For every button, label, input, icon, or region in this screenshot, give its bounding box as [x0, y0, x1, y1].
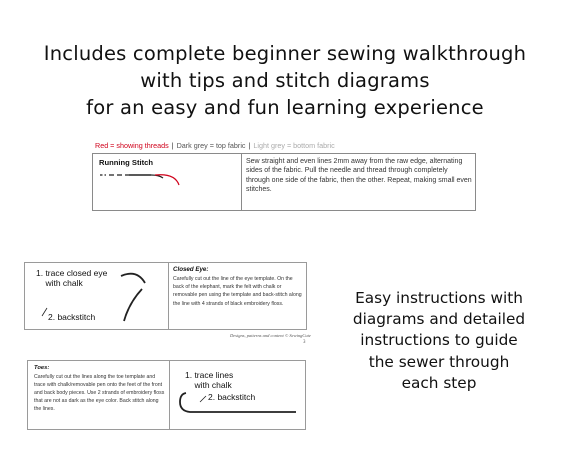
trace-lines-label: 1. trace lines with chalk	[185, 370, 234, 390]
side-line-4: the sewer through	[368, 352, 510, 371]
copyright-footer: Designs, patterns and content © SewingCute	[230, 333, 311, 338]
side-line-1: Easy instructions with	[355, 289, 523, 307]
toes-title: Toes:	[34, 365, 50, 371]
running-stitch-description: Sew straight and even lines 2mm away from the raw edge, alternating sides of the fabric. Pull the needle and thread through completely through one side of the fabric, then the other. Repeat, making small even stitches.	[246, 158, 472, 194]
backstitch-label: 2. backstitch	[208, 392, 256, 402]
closed-eye-diagram	[25, 263, 168, 331]
running-stitch-diagram	[93, 154, 241, 212]
running-stitch-table	[92, 153, 476, 211]
eye-curve-top	[121, 274, 145, 283]
closed-eye-description: Carefully cut out the line of the eye template. On the back of the elephant, mark the felt with chalk or removable pen using the template and back-stitch along the line with 4 strands of black embroidery floss.	[173, 276, 302, 307]
running-stitch-title: Running Stitch	[99, 158, 153, 167]
side-line-3: instructions to guide	[360, 331, 518, 350]
side-line-5: each step	[401, 373, 477, 392]
headline-line-2: with tips and stitch diagrams	[140, 69, 430, 92]
table-divider	[241, 154, 242, 210]
legend-separator: |	[248, 141, 251, 150]
backstitch-label: 2. backstitch	[48, 312, 96, 322]
legend-separator: |	[171, 141, 174, 150]
legend-light-grey: Light grey = bottom fabric	[253, 141, 335, 150]
legend-dark-grey: Dark grey = top fabric	[176, 141, 246, 150]
page-number: 3	[303, 339, 306, 344]
toes-card	[27, 360, 306, 430]
toes-diagram	[28, 361, 307, 431]
eye-curve-bottom	[124, 289, 142, 321]
headline-line-3: for an easy and fun learning experience	[86, 96, 484, 119]
side-text	[308, 288, 570, 394]
closed-eye-title: Closed Eye:	[173, 266, 209, 273]
pointer-line	[200, 396, 206, 402]
pointer-line	[42, 308, 47, 316]
color-legend	[95, 141, 335, 150]
closed-eye-card	[24, 262, 307, 330]
headline-line-1: Includes complete beginner sewing walkthrough	[43, 42, 527, 65]
needle-tip	[151, 175, 163, 178]
toe-line	[180, 393, 296, 412]
side-line-2: diagrams and detailed	[352, 310, 526, 329]
toes-description: Carefully cut out the lines along the toe template and trace with chalk/removable pen onto the feet of the front and back body pieces. Use 2 strands of embroidery floss that are not as dark as the eye color. Back stitch along the lines.	[34, 374, 165, 412]
trace-eye-label: 1. trace closed eye with chalk	[36, 268, 108, 288]
headline	[0, 40, 570, 121]
card-divider	[168, 263, 169, 329]
legend-red: Red = showing threads	[95, 141, 169, 150]
